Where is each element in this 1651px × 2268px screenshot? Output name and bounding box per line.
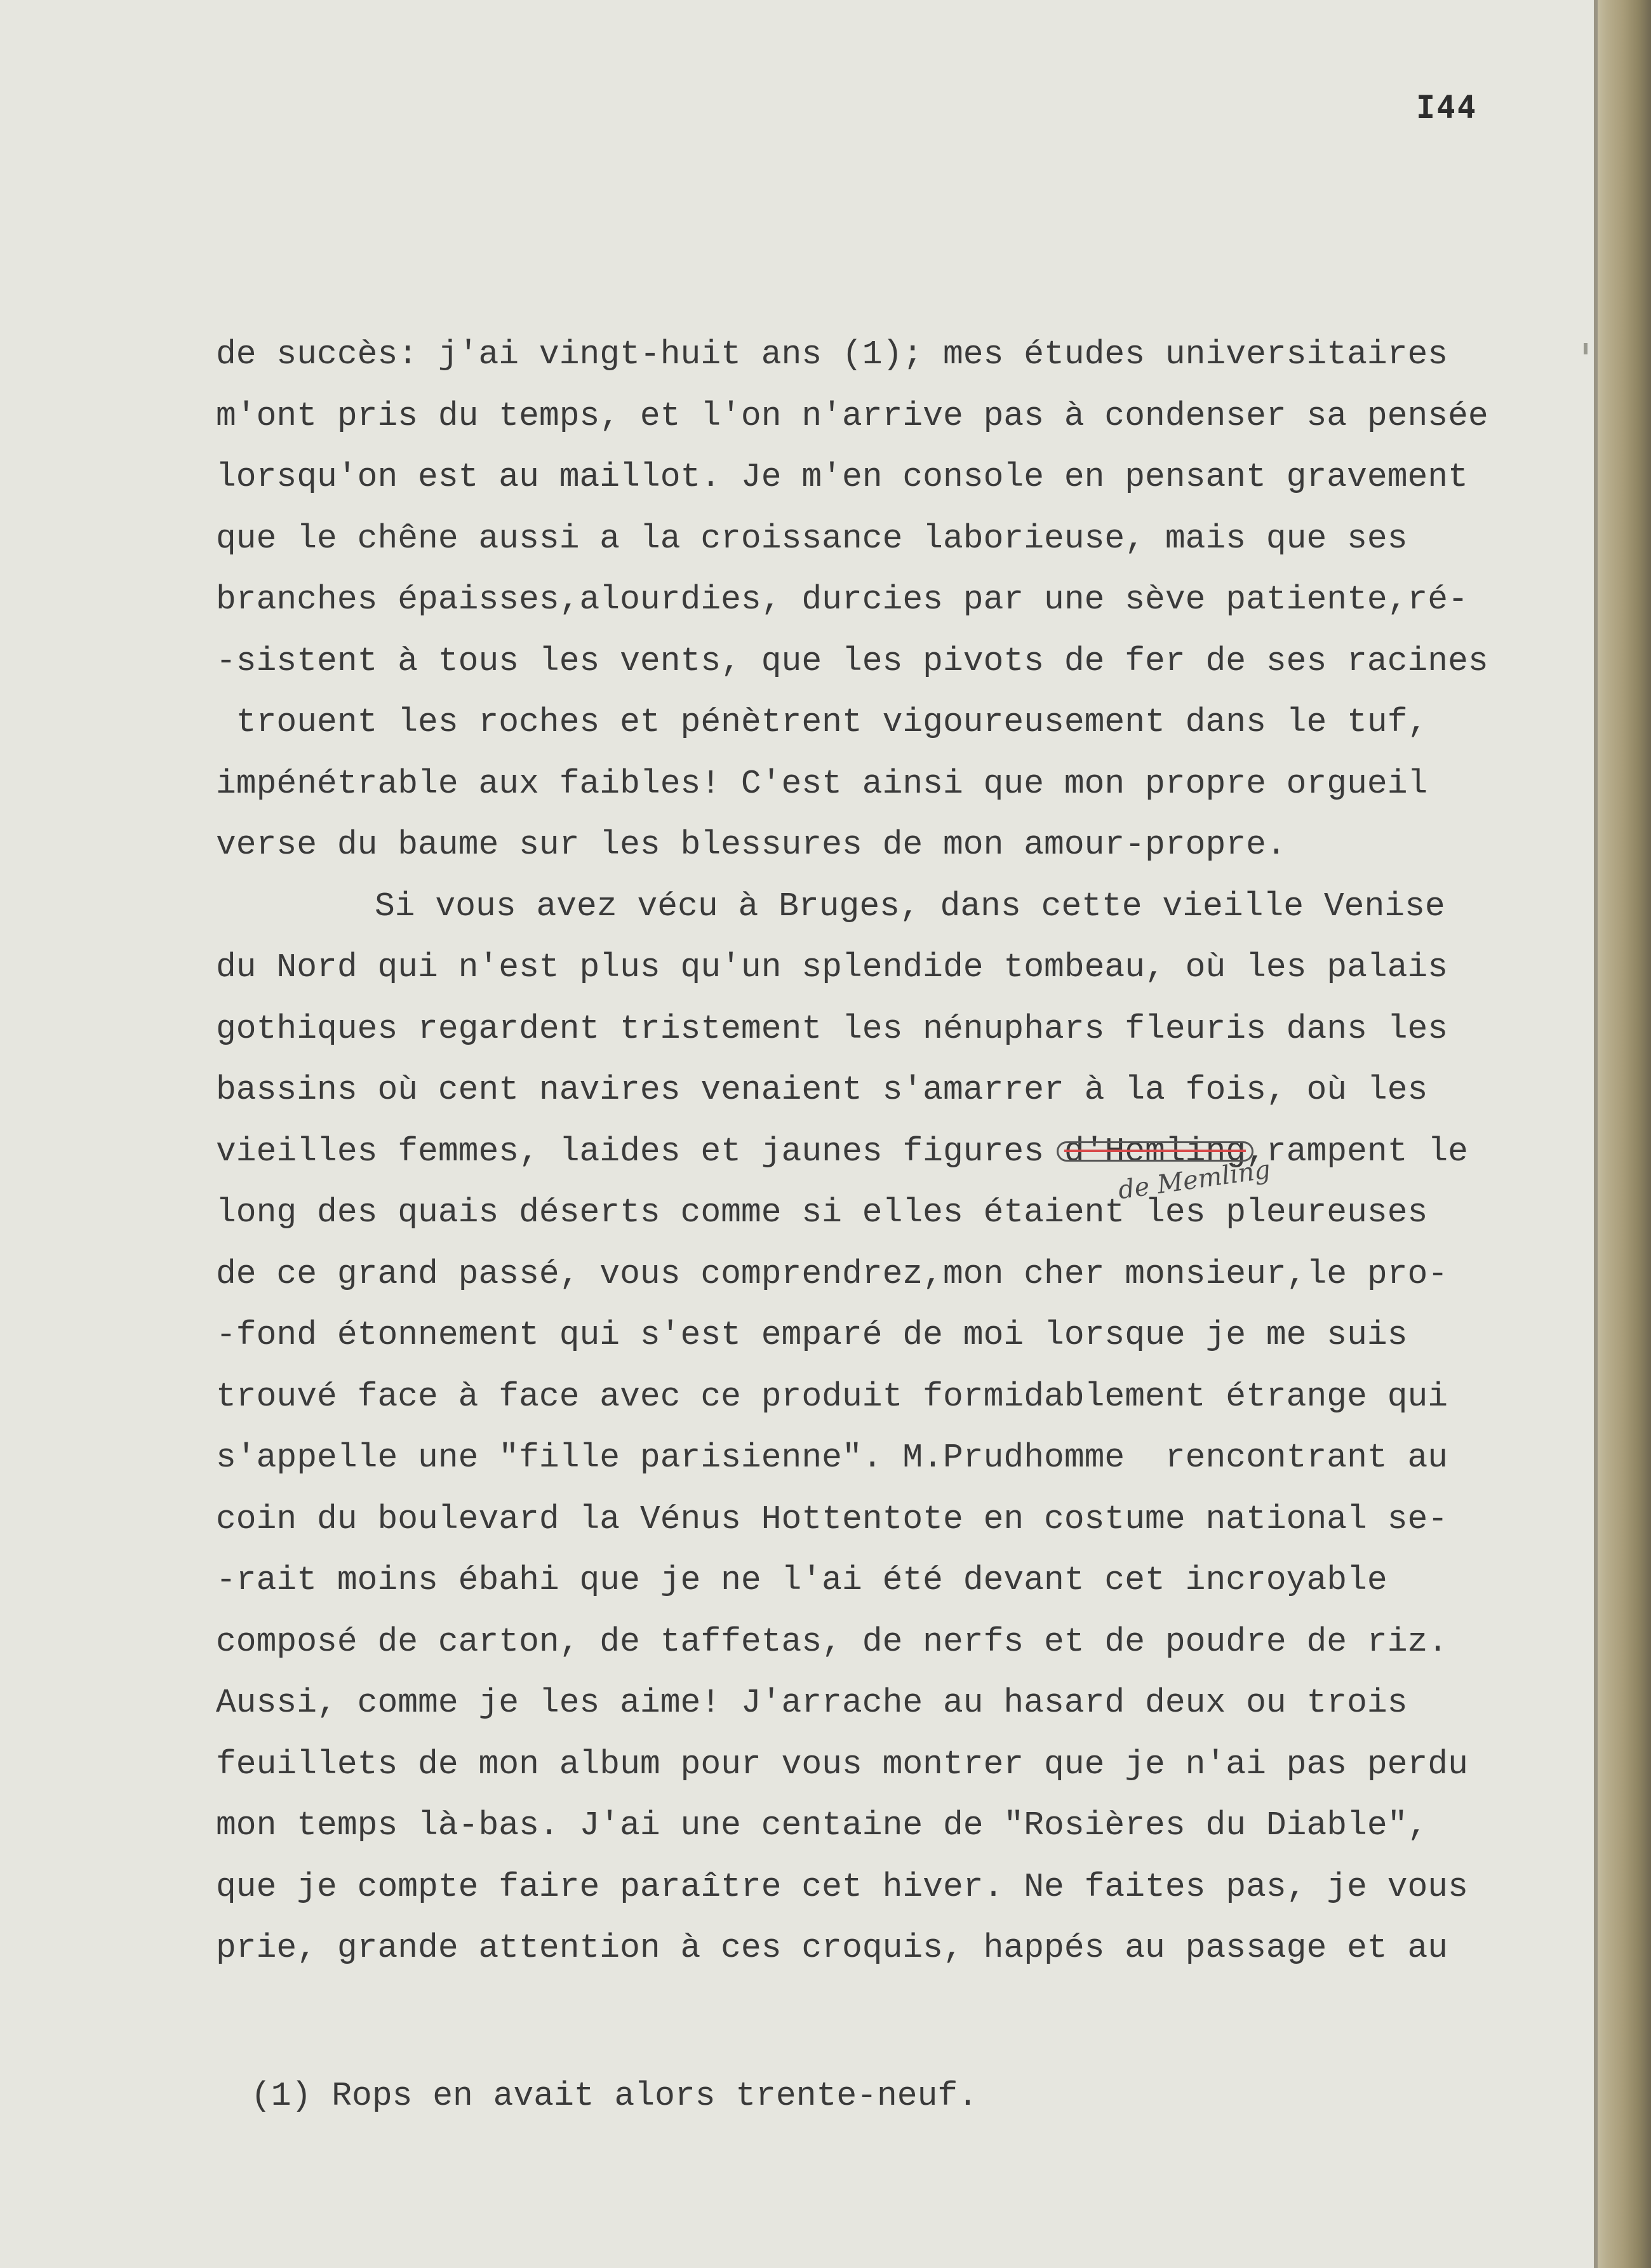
text-line: long des quais déserts comme si elles étaient les pleureuses [216, 1193, 1428, 1231]
paragraph-start-line: Si vous avez vécu à Bruges, dans cette vieille Venise [375, 887, 1445, 925]
correction-circle [1057, 1141, 1253, 1162]
page-number: I44 [1416, 89, 1478, 126]
text-line: trouvé face à face avec ce produit formidablement étrange qui [216, 1377, 1448, 1416]
text-line: -sistent à tous les vents, que les pivots de fer de ses racines [216, 641, 1488, 680]
text-line: verse du baume sur les blessures de mon amour-propre. [216, 826, 1287, 864]
handwritten-correction: de Memling [1116, 1155, 1273, 1205]
line-text-after: ,rampent le [1246, 1132, 1468, 1171]
text-line: s'appelle une "fille parisienne". M.Prudhomme rencontrant au [216, 1439, 1448, 1477]
text-line: impénétrable aux faibles! C'est ainsi que mon propre orgueil [216, 764, 1428, 803]
text-line: trouent les roches et pénètrent vigoureusement dans le tuf, [216, 703, 1428, 741]
text-line: de succès: j'ai vingt-huit ans (1); mes études universitaires [216, 335, 1448, 373]
corrected-line [216, 1121, 1588, 1183]
text-line: gothiques regardent tristement les nénuphars fleuris dans les [216, 1009, 1448, 1048]
text-line: bassins où cent navires venaient s'amarrer à la fois, où les [216, 1071, 1428, 1109]
book-page-edge [1594, 0, 1651, 2268]
text-line: que je compte faire paraître cet hiver. Ne faites pas, je vous [216, 1867, 1468, 1906]
text-line: -fond étonnement qui s'est emparé de moi lorsque je me suis [216, 1316, 1408, 1354]
text-line: Aussi, comme je les aime! J'arrache au hasard deux ou trois [216, 1684, 1408, 1722]
struck-word-text: d'Hemling [1064, 1132, 1247, 1171]
text-line: mon temps là-bas. J'ai une centaine de "Rosières du Diable", [216, 1806, 1428, 1844]
text-line: composé de carton, de taffetas, de nerfs et de poudre de riz. [216, 1622, 1448, 1661]
body-text [216, 324, 1588, 1979]
text-line: m'ont pris du temps, et l'on n'arrive pas à condenser sa pensée [216, 396, 1488, 435]
text-line: coin du boulevard la Vénus Hottentote en costume national se- [216, 1500, 1448, 1538]
text-line: prie, grande attention à ces croquis, happés au passage et au [216, 1929, 1448, 1967]
text-line: feuillets de mon album pour vous montrer que je n'ai pas perdu [216, 1745, 1468, 1783]
text-line: du Nord qui n'est plus qu'un splendide tombeau, où les palais [216, 948, 1448, 986]
text-line: que le chêne aussi a la croissance laborieuse, mais que ses [216, 519, 1408, 558]
text-line: -rait moins ébahi que je ne l'ai été devant cet incroyable [216, 1561, 1387, 1599]
footnote: (1) Rops en avait alors trente-neuf. [251, 2077, 978, 2115]
text-line: lorsqu'on est au maillot. Je m'en console en pensant gravement [216, 458, 1468, 496]
text-line: branches épaisses,alourdies, durcies par une sève patiente,ré- [216, 580, 1468, 619]
text-line: de ce grand passé, vous comprendrez,mon cher monsieur,le pro- [216, 1254, 1448, 1293]
line-text-before: vieilles femmes, laides et jaunes figures [216, 1132, 1064, 1171]
